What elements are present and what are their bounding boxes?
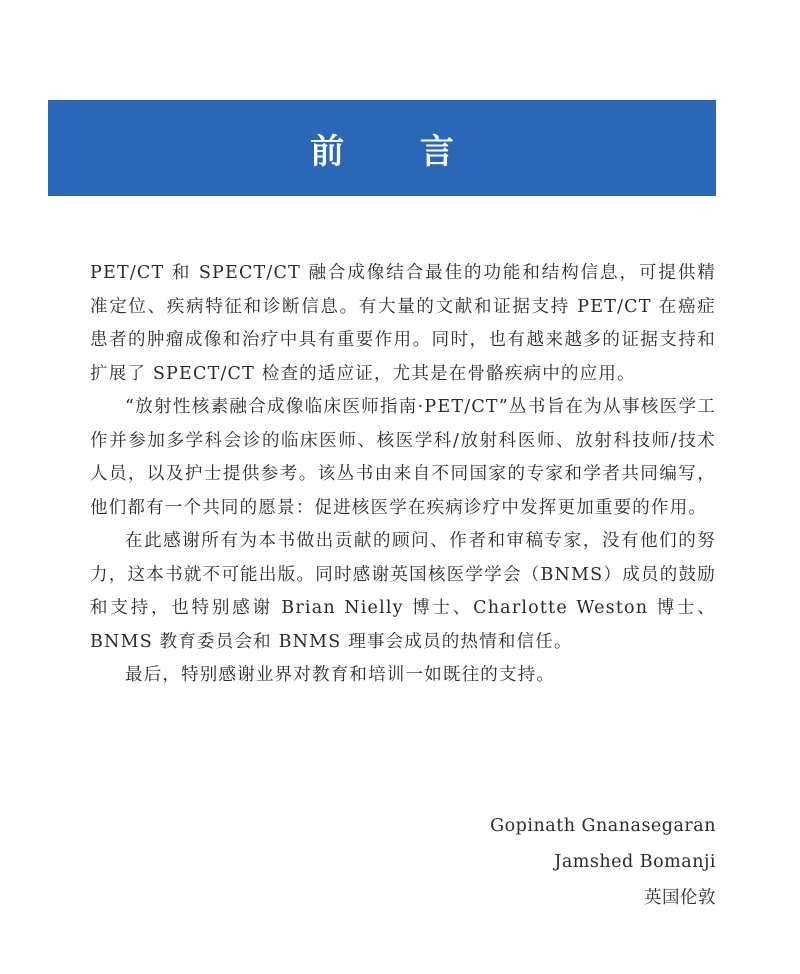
author-name-2: Jamshed Bomanji: [554, 852, 716, 872]
signature-block: [490, 808, 716, 916]
paragraph-3: 在此感谢所有为本书做出贡献的顾问、作者和审稿专家，没有他们的努力，这本书就不可能出版。同时感谢英国核医学学会（BNMS）成员的鼓励和支持，也特别感谢 Brian Nielly 博士、Charlotte Weston 博士、BNMS 教育委员会和 BNMS 理事会成员的热情和信任。: [90, 531, 716, 652]
paragraph-2: “放射性核素融合成像临床医师指南·PET/CT”丛书旨在为从事核医学工作并参加多学科会诊的临床医师、核医学科/放射科医师、放射科技师/技术人员，以及护士提供参考。该丛书由来自不同国家的专家和学者共同编写，他们都有一个共同的愿景：促进核医学在疾病诊疗中发挥更加重要的作用。: [90, 397, 716, 518]
author-name-1: Gopinath Gnanasegaran: [490, 816, 716, 836]
title-banner: [48, 100, 716, 196]
paragraph-4: 最后，特别感谢业界对教育和培训一如既往的支持。: [125, 665, 556, 685]
preface-body: [90, 257, 716, 693]
page-title: 前 言: [310, 131, 486, 172]
paragraph-1: PET/CT 和 SPECT/CT 融合成像结合最佳的功能和结构信息，可提供精准定位、疾病特征和诊断信息。有大量的文献和证据支持 PET/CT 在癌症患者的肿瘤成像和治疗中具有重要作用。同时，也有越来越多的证据支持和扩展了 SPECT/CT 检查的适应证，尤其是在骨骼疾病中的应用。: [90, 263, 716, 384]
signature-location: 英国伦敦: [644, 888, 716, 908]
